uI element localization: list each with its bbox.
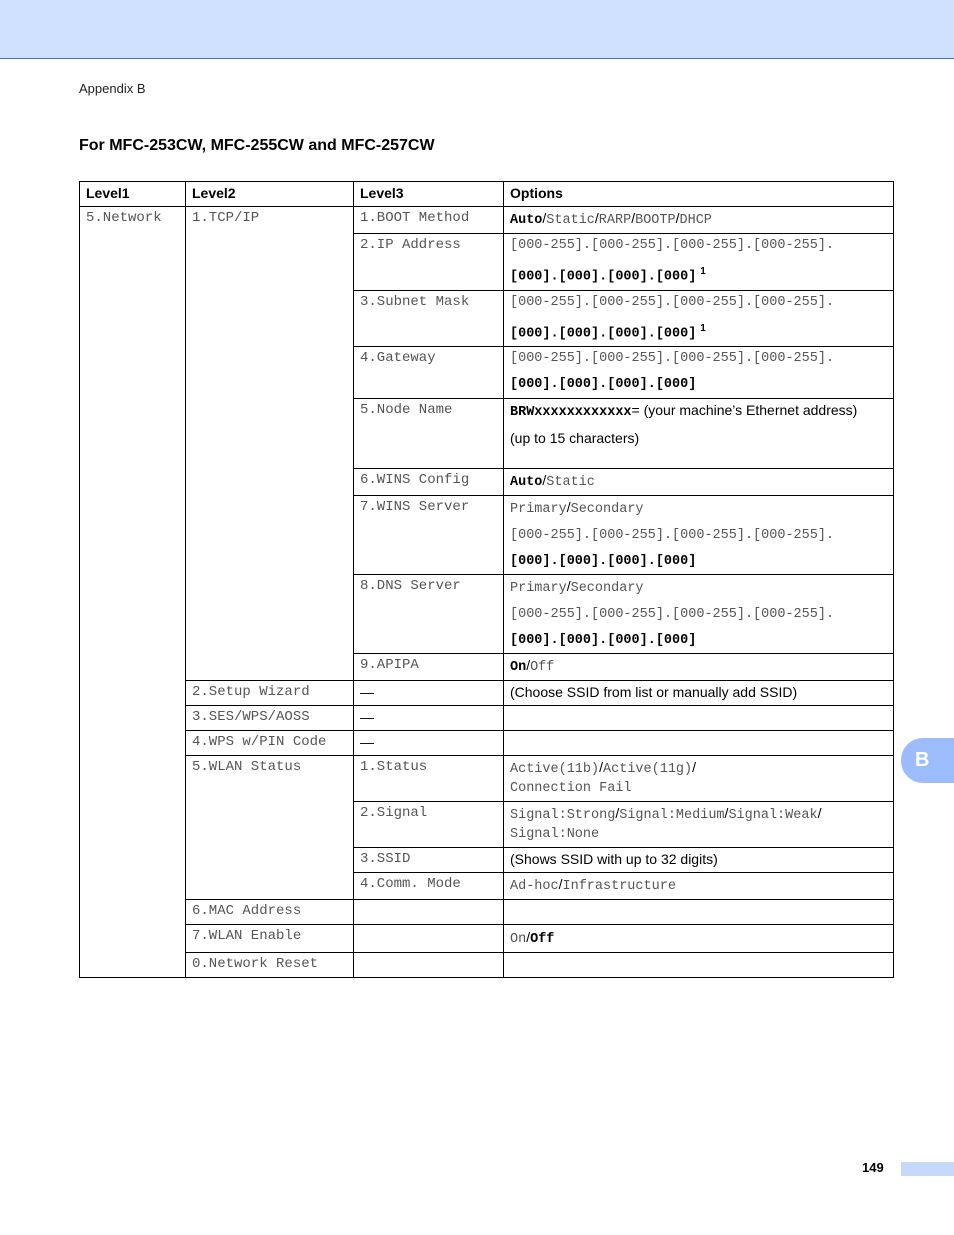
option-default: [000].[000].[000].[000] <box>510 633 697 649</box>
options-subnet-mask <box>504 290 894 347</box>
page-number: 149 <box>862 1160 884 1175</box>
option-value: Off <box>530 932 555 948</box>
table-row <box>80 731 894 756</box>
level3-ssid: 3.SSID <box>354 848 504 873</box>
table-row <box>80 925 894 953</box>
level2-setup-wizard: 2.Setup Wizard <box>186 681 354 706</box>
options-wins-config: Auto/Static <box>504 469 894 496</box>
option-value: Static <box>546 213 595 228</box>
option-value: RARP <box>598 213 632 228</box>
level3-dash: — <box>354 681 504 706</box>
level3-dash: — <box>354 731 504 756</box>
table-row <box>80 953 894 978</box>
page-number-bar <box>901 1162 954 1176</box>
table-row <box>80 756 894 802</box>
option-value: Active(11g) <box>603 762 693 778</box>
option-value: Signal:None <box>510 827 600 843</box>
options-ssid: (Shows SSID with up to 32 digits) <box>504 848 894 873</box>
level3-apipa: 9.APIPA <box>354 654 504 681</box>
table-row <box>80 900 894 925</box>
level2-wlan-status: 5.WLAN Status <box>186 756 354 900</box>
level2-ses-wps-aoss: 3.SES/WPS/AOSS <box>186 706 354 731</box>
footnote-ref: 1 <box>700 266 706 277</box>
option-description: = (your machine’s Ethernet address) <box>631 402 858 419</box>
header-options: Options <box>504 182 894 207</box>
options-wins-server: Primary/Secondary [000-255].[000-255].[000-255].[000-255]. [000].[000].[000].[000] <box>504 496 894 575</box>
option-default: [000].[000].[000].[000] <box>510 377 697 393</box>
option-value: Ad-hoc <box>510 879 559 895</box>
header-level1: Level1 <box>80 182 186 207</box>
options-dns-server: Primary/Secondary [000-255].[000-255].[000-255].[000-255]. [000].[000].[000].[000] <box>504 575 894 654</box>
level2-wps-pin: 4.WPS w/PIN Code <box>186 731 354 756</box>
level3-signal: 2.Signal <box>354 802 504 848</box>
level3-subnet-mask: 3.Subnet Mask <box>354 290 504 347</box>
footnote-ref: 1 <box>700 322 706 334</box>
level3-node-name: 5.Node Name <box>354 399 504 469</box>
level3-empty <box>354 953 504 978</box>
options-empty <box>504 953 894 978</box>
section-title: For MFC-253CW, MFC-255CW and MFC-257CW <box>79 137 435 154</box>
options-wlan-enable: On/Off <box>504 925 894 953</box>
options-node-name <box>504 399 894 469</box>
header-level3: Level3 <box>354 182 504 207</box>
options-boot-method: Auto/Static/RARP/BOOTP/DHCP <box>504 207 894 234</box>
option-default: [000].[000].[000].[000] <box>510 554 697 570</box>
option-range: [000-255].[000-255].[000-255].[000-255]. <box>510 238 835 253</box>
option-value: Secondary <box>570 581 644 597</box>
level3-empty <box>354 900 504 925</box>
options-ip-address <box>504 234 894 291</box>
level3-ip-address: 2.IP Address <box>354 234 504 291</box>
option-range: [000-255].[000-255].[000-255].[000-255]. <box>510 607 835 623</box>
level3-dash: — <box>354 706 504 731</box>
level3-empty <box>354 925 504 953</box>
option-default: [000].[000].[000].[000] <box>510 269 697 285</box>
option-value: DHCP <box>679 213 712 228</box>
options-signal: Signal:Strong/Signal:Medium/Signal:Weak/ Signal:None <box>504 802 894 848</box>
level2-network-reset: 0.Network Reset <box>186 953 354 978</box>
level2-mac-address: 6.MAC Address <box>186 900 354 925</box>
option-value: Active(11b) <box>510 762 600 778</box>
options-gateway <box>504 347 894 399</box>
options-status: Active(11b)/Active(11g)/ Connection Fail <box>504 756 894 802</box>
option-value: Secondary <box>570 502 644 518</box>
level3-status: 1.Status <box>354 756 504 802</box>
level2-wlan-enable: 7.WLAN Enable <box>186 925 354 953</box>
option-range: [000-255].[000-255].[000-255].[000-255]. <box>510 528 835 544</box>
options-empty <box>504 900 894 925</box>
option-value: Signal:Strong <box>510 808 616 824</box>
option-range: [000-255].[000-255].[000-255].[000-255]. <box>510 294 835 310</box>
options-comm-mode: Ad-hoc/Infrastructure <box>504 873 894 900</box>
option-value: Auto <box>510 475 543 491</box>
level3-comm-mode: 4.Comm. Mode <box>354 873 504 900</box>
option-value: On <box>510 932 527 948</box>
option-value: Static <box>546 475 595 491</box>
option-value: Infrastructure <box>562 879 676 895</box>
option-value: BOOTP <box>635 213 676 228</box>
level1-network: 5.Network <box>80 207 186 978</box>
table-row <box>80 681 894 706</box>
header-level2: Level2 <box>186 182 354 207</box>
option-value: Connection Fail <box>510 781 632 797</box>
appendix-tab: B <box>901 738 954 783</box>
option-value: Off <box>530 660 555 676</box>
options-empty <box>504 731 894 756</box>
option-note: (up to 15 characters) <box>510 430 640 447</box>
option-value: Signal:Weak <box>728 808 818 824</box>
network-menu-table <box>79 181 894 978</box>
option-value: Primary <box>510 581 567 597</box>
level2-tcpip: 1.TCP/IP <box>186 207 354 681</box>
option-default: BRWxxxxxxxxxxxx <box>510 405 632 421</box>
options-apipa: On/Off <box>504 654 894 681</box>
table-row <box>80 207 894 234</box>
table-header-row <box>80 182 894 207</box>
table-row <box>80 706 894 731</box>
level3-wins-server: 7.WINS Server <box>354 496 504 575</box>
option-value: Signal:Medium <box>619 808 725 824</box>
level3-gateway: 4.Gateway <box>354 347 504 399</box>
option-value: Primary <box>510 502 567 518</box>
options-setup-wizard: (Choose SSID from list or manually add SSID) <box>504 681 894 706</box>
top-header-band <box>0 0 954 59</box>
option-default: [000].[000].[000].[000] <box>510 326 697 342</box>
option-value: On <box>510 660 527 676</box>
option-range: [000-255].[000-255].[000-255].[000-255]. <box>510 351 835 367</box>
level3-dns-server: 8.DNS Server <box>354 575 504 654</box>
level3-wins-config: 6.WINS Config <box>354 469 504 496</box>
option-value: Auto <box>510 213 543 228</box>
running-header: Appendix B <box>79 81 146 96</box>
level3-boot-method: 1.BOOT Method <box>354 207 504 234</box>
options-empty <box>504 706 894 731</box>
